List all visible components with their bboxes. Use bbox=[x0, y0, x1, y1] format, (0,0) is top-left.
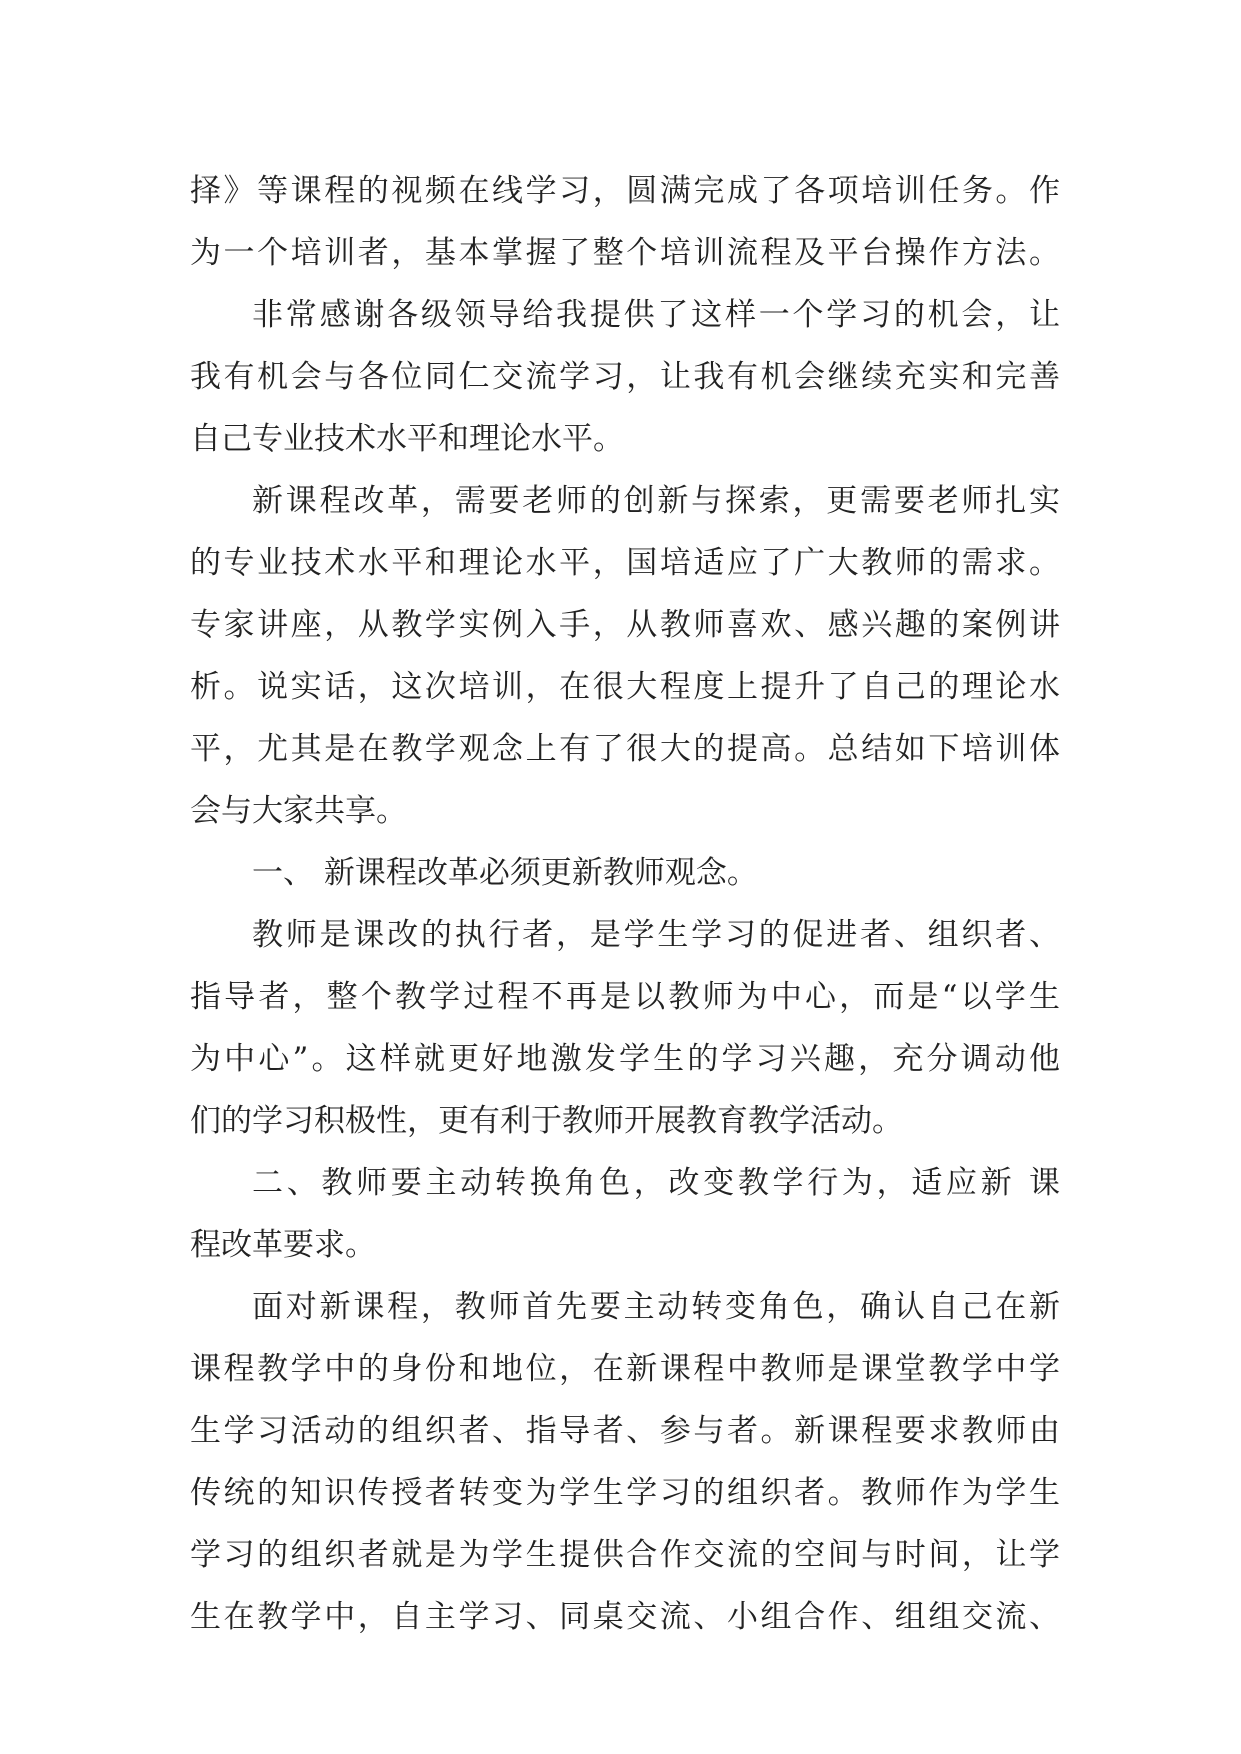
section-heading-1: 一、 新课程改革必须更新教师观念。 bbox=[252, 855, 758, 891]
text-line: 学习的组织者就是为学生提供合作交流的空间与时间，让学 bbox=[190, 1537, 1060, 1573]
paragraph-end-line: 自己专业技术水平和理论水平。 bbox=[190, 421, 624, 457]
text-line: 平，尤其是在教学观念上有了很大的提高。总结如下培训体 bbox=[190, 731, 1060, 767]
paragraph-start-line: 面对新课程，教师首先要主动转变角色，确认自己在新 bbox=[252, 1289, 1060, 1325]
paragraph-start-line: 非常感谢各级领导给我提供了这样一个学习的机会，让 bbox=[252, 297, 1060, 333]
text-line: 课程教学中的身份和地位，在新课程中教师是课堂教学中学 bbox=[190, 1351, 1060, 1387]
text-line: 的专业技术水平和理论水平，国培适应了广大教师的需求。 bbox=[190, 545, 1060, 581]
text-line: 传统的知识传授者转变为学生学习的组织者。教师作为学生 bbox=[190, 1475, 1060, 1511]
section-heading-2: 二、教师要主动转换角色，改变教学行为，适应新 课 bbox=[252, 1165, 1060, 1201]
text-line: 析。说实话，这次培训，在很大程度上提升了自己的理论水 bbox=[190, 669, 1060, 705]
text-line: 指导者，整个教学过程不再是以教师为中心，而是“以学生 bbox=[190, 979, 1060, 1015]
paragraph-end-line: 会与大家共享。 bbox=[190, 793, 407, 829]
body-text bbox=[190, 160, 1060, 1648]
text-line: 我有机会与各位同仁交流学习，让我有机会继续充实和完善 bbox=[190, 359, 1060, 395]
paragraph-start-line: 新课程改革，需要老师的创新与探索，更需要老师扎实 bbox=[252, 483, 1060, 519]
text-line: 生学习活动的组织者、指导者、参与者。新课程要求教师由 bbox=[190, 1413, 1060, 1449]
text-line: 择》等课程的视频在线学习，圆满完成了各项培训任务。作 bbox=[190, 173, 1060, 209]
text-line: 专家讲座，从教学实例入手，从教师喜欢、感兴趣的案例讲 bbox=[190, 607, 1060, 643]
text-line: 生在教学中，自主学习、同桌交流、小组合作、组组交流、 bbox=[190, 1599, 1060, 1635]
paragraph-end-line: 们的学习积极性，更有利于教师开展教育教学活动。 bbox=[190, 1103, 903, 1139]
section-heading-2-end: 程改革要求。 bbox=[190, 1227, 376, 1263]
text-line: 为一个培训者，基本掌握了整个培训流程及平台操作方法。 bbox=[190, 235, 1060, 271]
paragraph-start-line: 教师是课改的执行者，是学生学习的促进者、组织者、 bbox=[252, 917, 1060, 953]
text-line: 为中心”。这样就更好地激发学生的学习兴趣，充分调动他 bbox=[190, 1041, 1060, 1077]
